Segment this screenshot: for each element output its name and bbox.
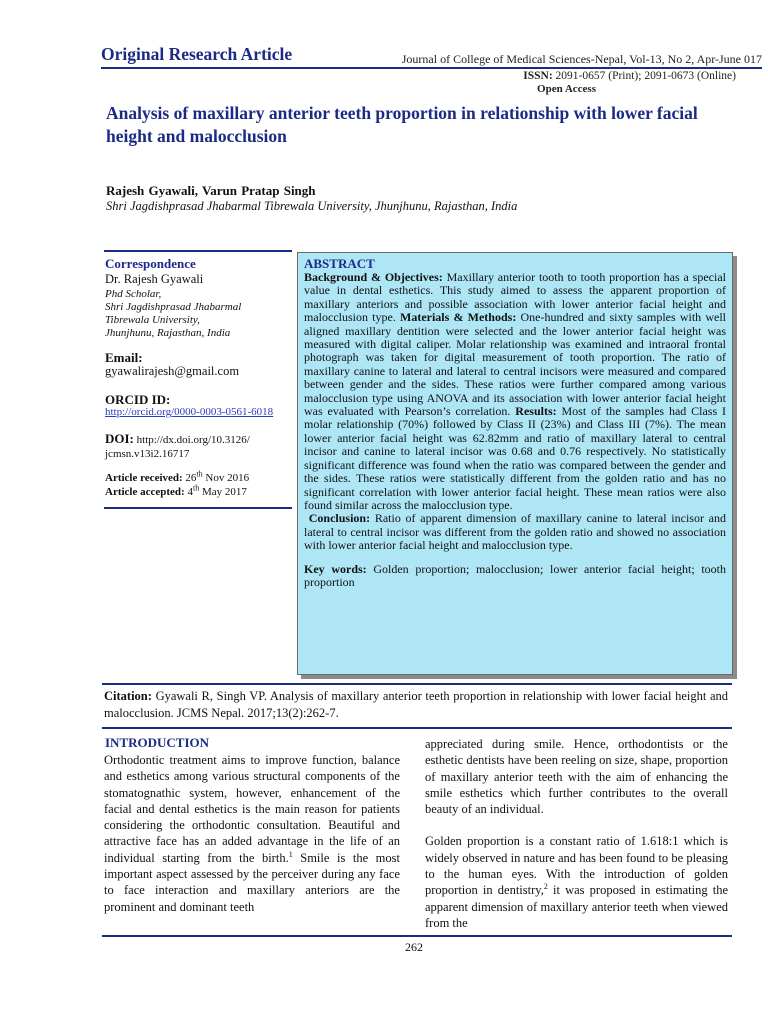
footer-divider — [102, 935, 732, 937]
intro-paragraph-part: Golden proportion is a constant ratio of 1.618:1 which is widely observed in nature and has been found to be pleasing to the human eyes. With the introduction of golden proportion in dentistry, — [425, 834, 728, 898]
accepted-day: 4 — [187, 486, 193, 498]
article-type-label: Original Research Article — [101, 44, 293, 64]
results-text: Most of the samples had Class I molar relationship (70%) followed by Class II (23%) and Class III (7%). The mean lower anterior facial height was 62.82mm and ratio of maxillary lateral to central incisor and canine to lateral incisor was 0.68 and 0.76 respectively. No statistically significant difference was found when the ratio was compared between the gender and the sides. These ratios were statistically different from the golden ratio and has no significant correlation with lower anterior facial height. These mean ratios were also found similar across the malocclusion type. — [304, 404, 727, 512]
citation-label: Citation: — [104, 689, 152, 703]
accepted-label: Article accepted: — [105, 486, 185, 498]
open-access-label: Open Access — [537, 83, 596, 95]
issn-line — [523, 70, 736, 82]
doi-heading: DOI: — [105, 431, 134, 446]
conclusion-text: Ratio of apparent dimension of maxillary canine to lateral incisor and lateral to central incisor was different from the golden ratio and showed no association with lower anterior facial height and malocclusion type. — [304, 511, 727, 553]
received-month-year: Nov 2016 — [205, 472, 250, 484]
address-line: Jhunjhunu, Rajasthan, India — [105, 327, 231, 339]
article-authors: Rajesh Gyawali, Varun Pratap Singh — [106, 183, 316, 198]
orcid-link[interactable]: http://orcid.org/0000-0003-0561-6018 — [105, 406, 274, 418]
introduction-heading: INTRODUCTION — [105, 735, 210, 750]
issn-value: 2091-0657 (Print); 2091-0673 (Online) — [555, 70, 736, 82]
intro-paragraph — [425, 833, 728, 931]
orcid-heading: ORCID ID: — [105, 392, 171, 407]
results-label: Results: — [515, 404, 557, 419]
doi-link[interactable]: http://dx.doi.org/10.3126/ jcmsn.v13i2.16717 — [105, 434, 250, 460]
citation — [104, 688, 728, 722]
reference-marker[interactable]: 2 — [543, 882, 548, 892]
intro-paragraph: appreciated during smile. Hence, orthodontists or the esthetic dentists have been reeling on size, shape, proportion of maxillary anterior teeth with the aim of enhancing the smile esthetics which further contributes to the overall beauty of an individual. — [425, 737, 728, 817]
email-heading: Email: — [105, 350, 143, 365]
issn-label: ISSN: — [523, 70, 553, 82]
introduction-right-column — [425, 736, 728, 931]
citation-top-divider — [102, 683, 732, 685]
introduction-left-column — [104, 752, 400, 915]
accepted-month-year: May 2017 — [201, 486, 247, 498]
received-day: 26 — [185, 472, 197, 484]
address-line: Phd Scholar, — [105, 288, 162, 300]
author-affiliation: Shri Jagdishprasad Jhabarmal Tibrewala University, Jhunjhunu, Rajasthan, India — [106, 199, 518, 213]
abstract-box — [297, 252, 733, 675]
abstract-heading: ABSTRACT — [304, 256, 375, 271]
background-label: Background & Objectives: — [304, 270, 443, 284]
address-line: Shri Jagdishprasad Jhabarmal — [105, 301, 242, 313]
methods-label: Materials & Methods: — [400, 310, 517, 325]
intro-paragraph-part: it was proposed in estimating the apparent dimension of maxillary anterior teeth when viewed from the — [425, 883, 728, 930]
abstract-body — [304, 271, 726, 553]
reference-marker[interactable]: 1 — [288, 849, 293, 859]
citation-bottom-divider — [102, 727, 732, 729]
sidebar-top-divider — [104, 250, 292, 252]
received-label: Article received: — [105, 472, 183, 484]
methods-text: One-hundred and sixty samples with well aligned maxillary dentition were selected and the lower anterior facial height was measured with digital caliper. Molar relationship was examined and intraoral frontal photograph was taken for digital measurement of tooth proportion. The ratio of maxillary canine to lateral and lateral to central incisors were measured and compared between gender and the sides. These ratios were further compared among various malocclusion type using ANOVA and its association with lower anterior facial height was evaluated with Pearson’s correlation. — [304, 310, 726, 419]
article-title: Analysis of maxillary anterior teeth proportion in relationship with lower facial height and malocclusion — [106, 103, 698, 146]
intro-paragraph-part: Orthodontic treatment aims to improve function, balance and esthetics among various structural components of the stomatognathic system, however, enhancement of the facial and dental esthetics is the main reason for patients considering the orthodontic consultation. Beautiful and attractive face has an added advantage in the life of an individual starting from the birth. — [104, 753, 400, 865]
address-line: Tibrewala University, — [105, 314, 200, 326]
citation-text: Gyawali R, Singh VP. Analysis of maxillary anterior teeth proportion in relationship with lower facial height and malocclusion. JCMS Nepal. 2017;13(2):262-7. — [104, 689, 728, 720]
keywords-label: Key words: — [304, 561, 367, 576]
accepted-ordinal: th — [192, 483, 200, 493]
correspondence-heading: Correspondence — [105, 256, 196, 271]
journal-citation-header: Journal of College of Medical Sciences-Nepal, Vol-13, No 2, Apr-June 017 — [401, 52, 762, 66]
correspondence-name: Dr. Rajesh Gyawali — [105, 272, 204, 286]
keywords-text: Golden proportion; malocclusion; lower anterior facial height; tooth proportion — [304, 561, 726, 590]
sidebar-bottom-divider — [104, 507, 292, 509]
received-ordinal: th — [196, 469, 203, 479]
intro-paragraph-part: Smile is the most important aspect assessed by the perceiver during any face to face interaction and maxillary anteriors are the prominent and dominant teeth — [104, 850, 400, 914]
conclusion-label: Conclusion: — [308, 511, 371, 526]
keywords — [304, 563, 726, 590]
accepted-date — [105, 483, 247, 498]
correspondence-address — [105, 288, 290, 340]
page-number: 262 — [405, 940, 423, 954]
background-text: Maxillary anterior tooth to tooth proportion has a special value in dental esthetics. This study aimed to assess the apparent proportion of maxillary anteriors and possible association with lower anterior facial height and malocclusion type. — [304, 270, 726, 325]
header-divider — [101, 67, 762, 69]
received-date — [105, 469, 250, 484]
doi-block — [105, 432, 290, 461]
email-address[interactable]: gyawalirajesh@gmail.com — [105, 364, 240, 378]
